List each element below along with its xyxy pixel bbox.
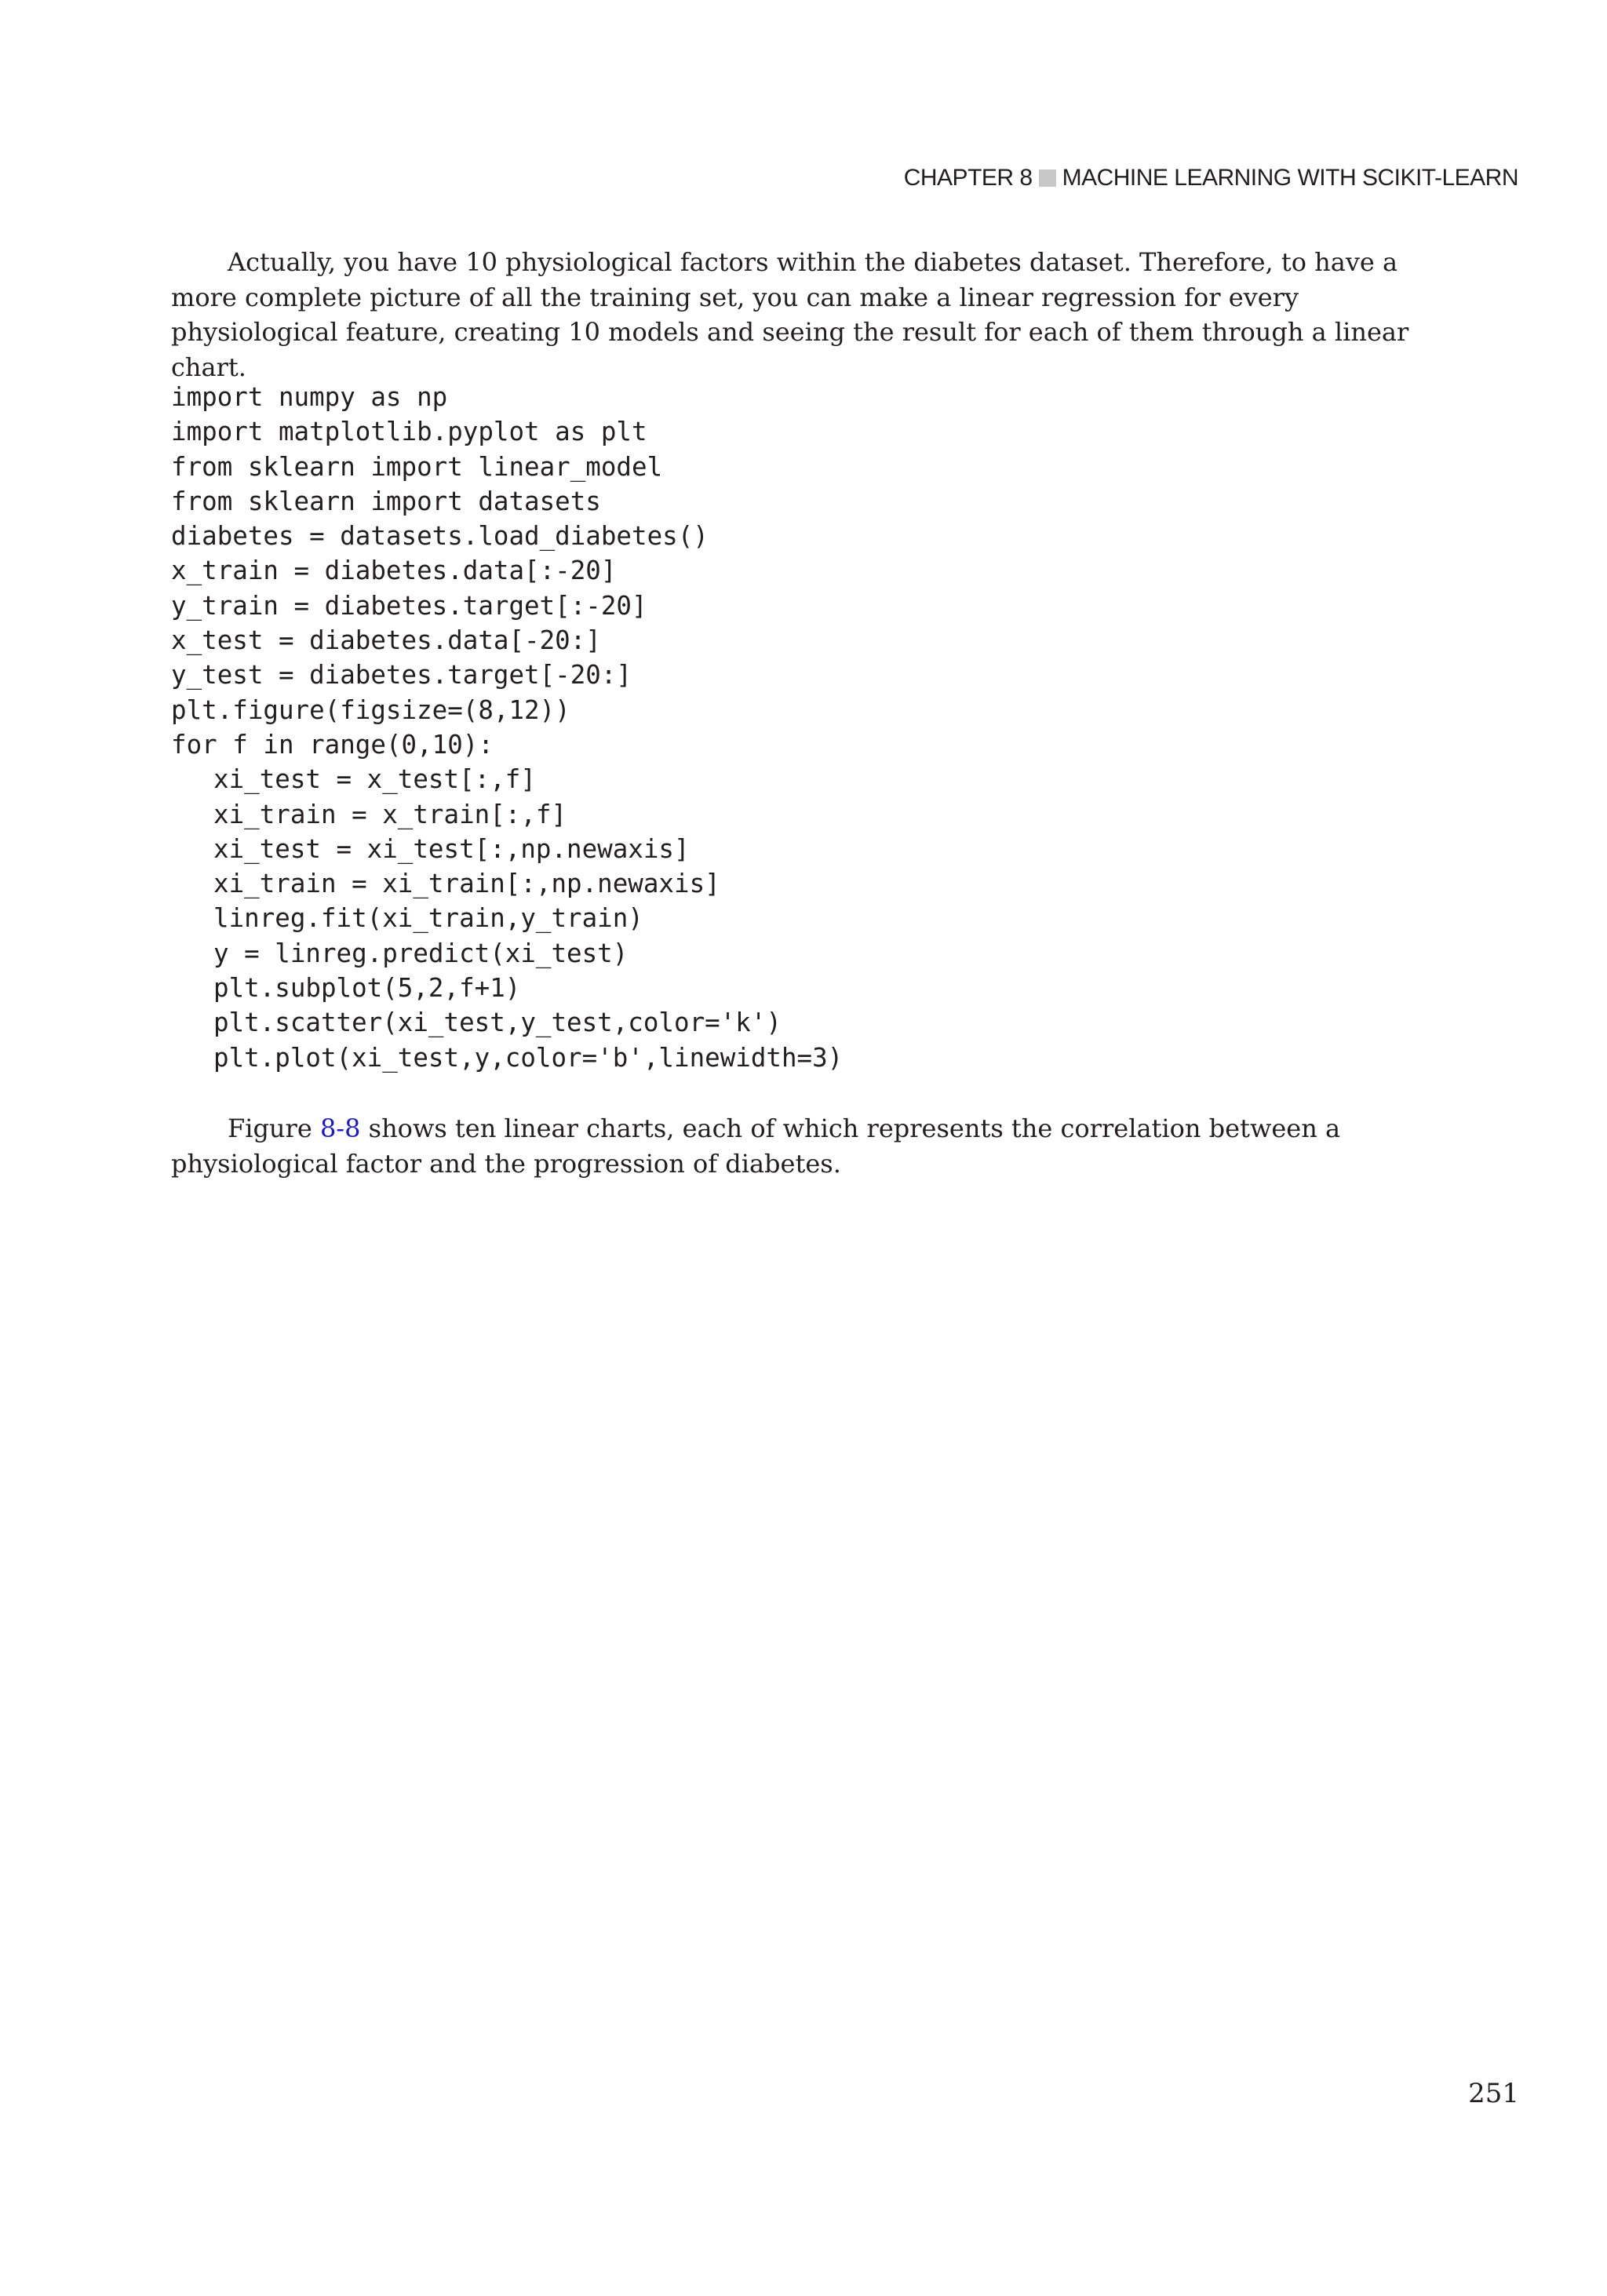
body-paragraph-intro bbox=[171, 245, 1441, 384]
code-line-indented: y = linreg.predict(xi_test) bbox=[213, 938, 629, 968]
code-line: x_test = diabetes.data[-20:] bbox=[171, 625, 601, 656]
chapter-title: MACHINE LEARNING WITH SCIKIT-LEARN bbox=[1062, 165, 1518, 191]
code-line: from sklearn import linear_model bbox=[171, 451, 663, 482]
code-line-indented: xi_test = x_test[:,f] bbox=[213, 764, 536, 795]
running-head bbox=[904, 165, 1518, 191]
code-line-indented: xi_test = xi_test[:,np.newaxis] bbox=[213, 833, 690, 864]
code-listing bbox=[171, 380, 843, 1075]
code-line-indented: plt.subplot(5,2,f+1) bbox=[213, 973, 521, 1004]
page-number: 251 bbox=[1468, 2078, 1519, 2109]
code-line-indented: linreg.fit(xi_train,y_train) bbox=[213, 903, 643, 934]
running-head-separator bbox=[1039, 169, 1056, 187]
code-line: import matplotlib.pyplot as plt bbox=[171, 417, 647, 447]
code-line-indented: plt.scatter(xi_test,y_test,color='k') bbox=[213, 1008, 782, 1038]
chapter-label: CHAPTER 8 bbox=[903, 165, 1033, 191]
figure-link[interactable]: 8-8 bbox=[319, 1113, 361, 1143]
code-line: import numpy as np bbox=[171, 382, 448, 412]
code-line: diabetes = datasets.load_diabetes() bbox=[171, 521, 709, 552]
body-paragraph-figure-reference bbox=[171, 1111, 1441, 1181]
paragraph-text-end: shows ten linear charts, each of which represents the correlation between a physiological factor and the progression of diabetes. bbox=[171, 1113, 1341, 1179]
code-line-indented: xi_train = x_train[:,f] bbox=[213, 799, 567, 829]
code-line: y_test = diabetes.target[-20:] bbox=[171, 660, 632, 691]
code-line: for f in range(0,10): bbox=[171, 729, 494, 760]
code-line: from sklearn import datasets bbox=[171, 486, 601, 516]
code-line: x_train = diabetes.data[:-20] bbox=[171, 556, 617, 586]
code-line: plt.figure(figsize=(8,12)) bbox=[171, 694, 570, 725]
code-line-indented: plt.plot(xi_test,y,color='b',linewidth=3) bbox=[213, 1042, 844, 1073]
paragraph-text-start: Figure bbox=[228, 1113, 320, 1143]
code-line: y_train = diabetes.target[:-20] bbox=[171, 590, 647, 621]
code-line-indented: xi_train = xi_train[:,np.newaxis] bbox=[213, 869, 720, 899]
paragraph-text: Actually, you have 10 physiological factors within the diabetes dataset. Therefore, to have a more complete picture of all the training set, you can make a linear regression for every physiological feature, creating 10 models and seeing the result for each of them through a linear chart. bbox=[171, 247, 1409, 382]
